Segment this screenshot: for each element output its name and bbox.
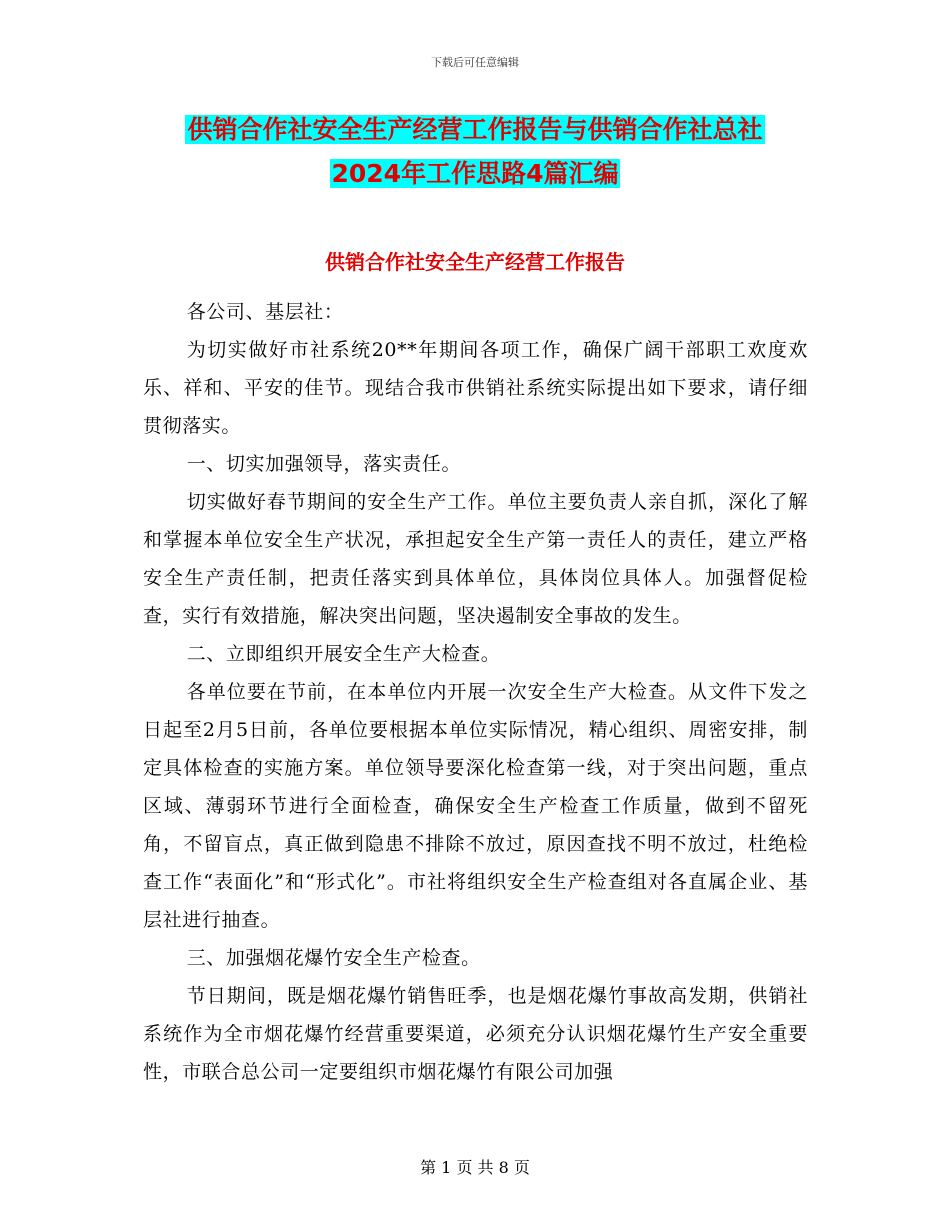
paragraph: 节日期间，既是烟花爆竹销售旺季，也是烟花爆竹事故高发期，供销社系统作为全市烟花爆竹经营重要渠道，必须充分认识烟花爆竹生产安全重要性，市联合总公司一定要组织市烟花爆竹有限公司加强	[143, 985, 808, 1083]
document-title-text-1: 供销合作社安全生产经营工作报告与供销合作社总社	[187, 115, 763, 144]
paragraph-heading: 二、立即组织开展安全生产大检查。	[186, 643, 501, 665]
paragraph-heading: 三、加强烟花爆竹安全生产检查。	[186, 947, 481, 969]
paragraph: 切实做好春节期间的安全生产工作。单位主要负责人亲自抓，深化了解和掌握本单位安全生产状况，承担起安全生产第一责任人的责任，建立严格安全生产责任制，把责任落实到具体单位，具体岗位具体人。加强督促检查，实行有效措施，解决突出问题，坚决遏制安全事故的发生。	[143, 491, 808, 627]
document-title-text-2: 2024年工作思路4篇汇编	[331, 159, 619, 188]
header-note: 下载后可任意编辑	[431, 56, 519, 69]
document-title-line-1	[0, 113, 950, 147]
paragraph: 为切实做好市社系统20**年期间各项工作，确保广阔干部职工欢度欢乐、祥和、平安的佳节。现结合我市供销社系统实际提出如下要求，请仔细贯彻落实。	[143, 339, 808, 437]
paragraph-heading: 一、切实加强领导，落实责任。	[186, 453, 462, 475]
document-title-line-2	[0, 157, 950, 191]
document-body	[143, 293, 808, 1091]
section-title: 供销合作社安全生产经营工作报告	[325, 250, 625, 274]
paragraph-salutation: 各公司、基层社：	[186, 301, 344, 323]
page-number-footer: 第 1 页 共 8 页	[420, 1158, 530, 1177]
paragraph: 各单位要在节前，在本单位内开展一次安全生产大检查。从文件下发之日起至2月5日前，各单位要根据本单位实际情况，精心组织、周密安排，制定具体检查的实施方案。单位领导要深化检查第一线，对于突出问题，重点区域、薄弱环节进行全面检查，确保安全生产检查工作质量，做到不留死角，不留盲点，真正做到隐患不排除不放过，原因查找不明不放过，杜绝检查工作“表面化”和“形式化”。市社将组织安全生产检查组对各直属企业、基层社进行抽查。	[143, 681, 808, 931]
